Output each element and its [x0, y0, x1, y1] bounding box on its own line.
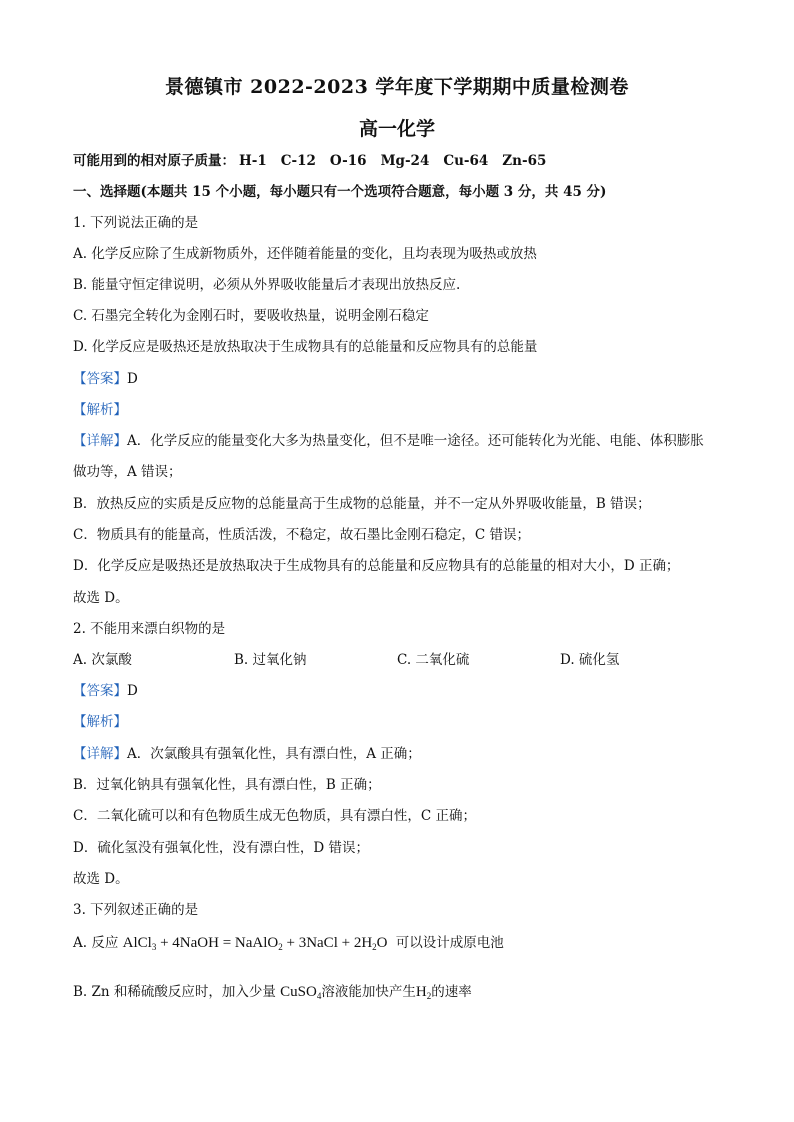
- formula-part: O: [376, 935, 388, 951]
- atomic-mass-item: Cu-64: [443, 153, 489, 169]
- question-3-stem: 3. 下列叙述正确的是: [73, 902, 199, 918]
- question-1-option-b: B. 能量守恒定律说明，必须从外界吸收能量后才表现出放热反应.: [73, 277, 461, 293]
- question-2-detail-line: B．过氧化钠具有强氧化性，具有漂白性，B 正确；: [73, 777, 381, 793]
- section-heading: 一、选择题(本题共 15 个小题，每小题只有一个选项符合题意，每小题 3 分，共 45 分): [73, 184, 607, 200]
- question-2-conclusion: 故选 D。: [73, 871, 129, 887]
- answer-value: D: [127, 371, 138, 387]
- formula-part: + 3NaCl + 2H: [282, 935, 373, 951]
- question-1-option-d: D. 化学反应是吸热还是放热取决于生成物具有的总能量和反应物具有的总能量: [73, 339, 538, 355]
- question-2-option-c: C. 二氧化硫: [397, 652, 470, 668]
- atomic-mass-item: O-16: [329, 153, 367, 169]
- option-a-prefix: A. 反应: [73, 935, 119, 951]
- question-1-detail-line: D．化学反应是吸热还是放热取决于生成物具有的总能量和反应物具有的总能量的相对大小，D 正确；: [73, 558, 680, 574]
- question-1-stem: 1. 下列说法正确的是: [73, 215, 199, 231]
- question-1-detail-line: 做功等，A 错误；: [73, 464, 182, 480]
- detail-tag: 【详解】: [73, 433, 127, 449]
- page-title: 景德镇市 2022-2023 学年度下学期期中质量检测卷: [165, 76, 629, 98]
- formula-subscript: 4: [316, 991, 322, 1001]
- question-1-option-a: A. 化学反应除了生成新物质外，还伴随着能量的变化，且均表现为吸热或放热: [73, 246, 537, 262]
- detail-text: A．化学反应的能量变化大多为热量变化，但不是唯一途径。还可能转化为光能、电能、体积膨胀: [127, 433, 704, 449]
- question-1-option-c: C. 石墨完全转化为金刚石时，要吸收热量，说明金刚石稳定: [73, 308, 429, 324]
- question-3-option-b: [73, 983, 734, 1005]
- option-a-suffix: 可以设计成原电池: [395, 935, 504, 951]
- question-1-detail-line: B．放热反应的实质是反应物的总能量高于生成物的总能量，并不一定从外界吸收能量，B 错误；: [73, 496, 651, 512]
- formula-part: CuSO: [280, 984, 317, 1000]
- formula-subscript: 2: [278, 942, 283, 952]
- atomic-mass-item: Mg-24: [380, 153, 430, 169]
- answer-tag: 【答案】: [73, 683, 127, 699]
- atomic-mass-label: 可能用到的相对原子质量：: [73, 153, 235, 169]
- formula-part: + 4NaOH = NaAlO: [156, 935, 279, 951]
- question-2-option-b: B. 过氧化钠: [234, 652, 307, 668]
- question-2-option-d: D. 硫化氢: [560, 652, 620, 668]
- question-2-answer: [73, 682, 734, 700]
- question-2-options: [73, 651, 734, 669]
- option-b-mid: 溶液能加快产生: [321, 984, 416, 1000]
- detail-tag: 【详解】: [73, 746, 127, 762]
- question-1-conclusion: 故选 D。: [73, 590, 129, 606]
- question-2-analysis-tag: 【解析】: [73, 714, 127, 730]
- question-1-detail-line: [73, 432, 734, 450]
- question-2-option-a: A. 次氯酸: [73, 652, 132, 668]
- question-1-detail-line: C．物质具有的能量高，性质活泼，不稳定，故石墨比金刚石稳定，C 错误；: [73, 527, 530, 543]
- atomic-mass-item: H-1: [239, 153, 267, 169]
- formula-part: H: [415, 984, 427, 1000]
- answer-value: D: [127, 683, 138, 699]
- atomic-mass-item: C-12: [280, 153, 316, 169]
- formula-subscript: 2: [426, 991, 432, 1001]
- question-3-option-a: [73, 934, 734, 956]
- page-subtitle: 高一化学: [358, 118, 435, 140]
- question-1-analysis-tag: 【解析】: [73, 402, 127, 418]
- option-b-suffix: 的速率: [431, 984, 472, 1000]
- formula-part: AlCl: [122, 935, 152, 951]
- formula-subscript: 3: [151, 942, 157, 952]
- copper-sulfate-formula: [280, 984, 321, 1000]
- formula-subscript: 2: [372, 942, 377, 952]
- answer-tag: 【答案】: [73, 371, 127, 387]
- question-2-stem: 2. 不能用来漂白织物的是: [73, 621, 226, 637]
- atomic-mass-item: Zn-65: [502, 153, 547, 169]
- question-2-detail-line: D．硫化氢没有强氧化性，没有漂白性，D 错误；: [73, 840, 369, 856]
- reaction-equation: [123, 935, 388, 951]
- hydrogen-formula: [416, 984, 431, 1000]
- option-b-prefix: B. Zn 和稀硫酸反应时，加入少量: [73, 984, 276, 1000]
- detail-text: A．次氯酸具有强氧化性，具有漂白性，A 正确；: [127, 746, 421, 762]
- question-2-detail-line: [73, 745, 734, 763]
- question-1-answer: [73, 370, 734, 388]
- atomic-mass-line: [73, 152, 734, 170]
- question-2-detail-line: C．二氧化硫可以和有色物质生成无色物质，具有漂白性，C 正确；: [73, 808, 476, 824]
